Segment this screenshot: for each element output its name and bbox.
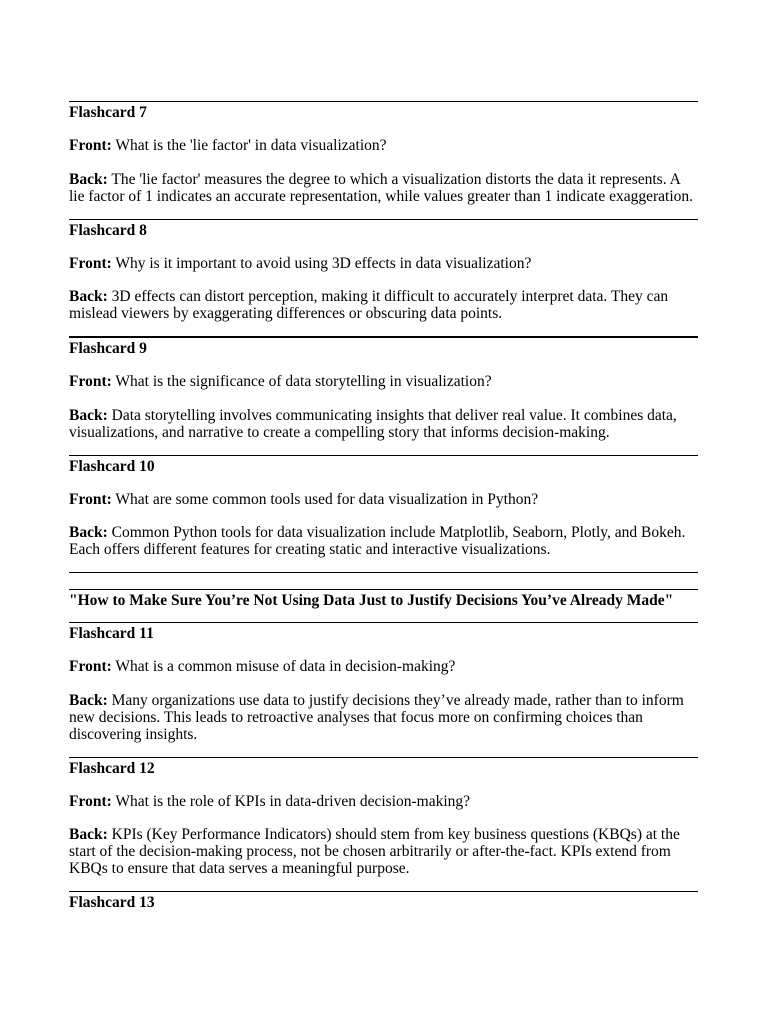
back-text: Common Python tools for data visualization include Matplotlib, Seaborn, Plotly, and Bokeh. <box>111 524 686 541</box>
front-text: What is a common misuse of data in decision-making? <box>115 658 456 675</box>
back-line <box>69 826 698 843</box>
back-label: Back: <box>69 524 108 541</box>
flashcard-front <box>69 255 698 272</box>
front-label: Front: <box>69 137 112 154</box>
flashcard <box>69 340 698 441</box>
divider <box>69 336 698 338</box>
back-line: KBQs to ensure that data serves a meaningful purpose. <box>69 860 410 877</box>
back-text: Many organizations use data to justify decisions they’ve already made, rather than to inform <box>111 691 684 709</box>
divider <box>69 622 698 623</box>
back-text: 3D effects can distort perception, making it difficult to accurately interpret data. They can <box>111 288 669 305</box>
back-line: lie factor of 1 indicates an accurate representation, while values greater than 1 indicate exaggeration. <box>69 187 694 205</box>
divider <box>69 891 698 892</box>
back-text: Data storytelling involves communicating insights that deliver real value. It combines data, <box>111 406 677 424</box>
flashcard-front <box>69 793 698 810</box>
back-line <box>69 692 698 709</box>
flashcard <box>69 104 698 205</box>
back-line <box>69 524 698 541</box>
flashcard-back <box>69 288 698 322</box>
back-label: Back: <box>69 691 108 709</box>
front-text: What are some common tools used for data visualization in Python? <box>115 490 539 508</box>
flashcard-back <box>69 692 698 743</box>
front-label: Front: <box>69 373 112 390</box>
back-text: KPIs (Key Performance Indicators) should stem from key business questions (KBQs) at the <box>111 826 680 843</box>
back-line <box>69 171 698 188</box>
flashcard-front <box>69 373 698 390</box>
flashcard <box>69 625 698 743</box>
flashcard-title: Flashcard 9 <box>69 340 147 357</box>
front-label: Front: <box>69 490 112 508</box>
flashcard <box>69 894 698 911</box>
flashcard-title: Flashcard 12 <box>69 759 155 777</box>
divider <box>69 455 698 456</box>
front-label: Front: <box>69 254 112 272</box>
back-label: Back: <box>69 826 108 843</box>
back-label: Back: <box>69 406 108 424</box>
back-line: start of the decision-making process, not be chosen arbitrarily or after-the-fact. KPIs extend from <box>69 843 671 860</box>
section-heading: "How to Make Sure You’re Not Using Data Just to Justify Decisions You’ve Already Made" <box>69 592 674 609</box>
flashcard-front <box>69 137 698 154</box>
flashcard-back <box>69 524 698 558</box>
divider <box>69 757 698 758</box>
divider <box>69 589 698 590</box>
back-line: mislead viewers by exaggerating differences or obscuring data points. <box>69 305 503 322</box>
flashcard <box>69 222 698 323</box>
flashcard-title: Flashcard 11 <box>69 625 154 642</box>
flashcard-title: Flashcard 7 <box>69 104 147 121</box>
flashcard-front <box>69 491 698 508</box>
front-label: Front: <box>69 658 112 675</box>
flashcard <box>69 458 698 559</box>
front-text: What is the role of KPIs in data-driven decision-making? <box>115 792 471 810</box>
back-text: The 'lie factor' measures the degree to which a visualization distorts the data it represents. A <box>111 170 681 188</box>
back-line: Each offers different features for creating static and interactive visualizations. <box>69 541 551 558</box>
front-text: What is the 'lie factor' in data visualization? <box>115 137 387 154</box>
flashcard-back <box>69 407 698 441</box>
front-label: Front: <box>69 792 112 810</box>
back-line: discovering insights. <box>69 725 198 743</box>
flashcard-back <box>69 826 698 877</box>
flashcard <box>69 760 698 878</box>
flashcard-title: Flashcard 13 <box>69 894 155 911</box>
front-text: Why is it important to avoid using 3D effects in data visualization? <box>115 254 532 272</box>
divider <box>69 219 698 220</box>
back-line: new decisions. This leads to retroactive analyses that focus more on confirming choices than <box>69 708 643 726</box>
flashcard-front <box>69 658 698 675</box>
flashcard-title: Flashcard 8 <box>69 221 147 239</box>
blank-spacer <box>69 573 698 589</box>
front-text: What is the significance of data storytelling in visualization? <box>115 373 492 390</box>
back-line <box>69 288 698 305</box>
back-line: visualizations, and narrative to create a compelling story that informs decision-making. <box>69 423 610 441</box>
back-label: Back: <box>69 170 108 188</box>
back-label: Back: <box>69 288 108 305</box>
back-line <box>69 407 698 424</box>
flashcard-back <box>69 171 698 205</box>
flashcard-title: Flashcard 10 <box>69 457 155 475</box>
divider <box>69 101 698 102</box>
